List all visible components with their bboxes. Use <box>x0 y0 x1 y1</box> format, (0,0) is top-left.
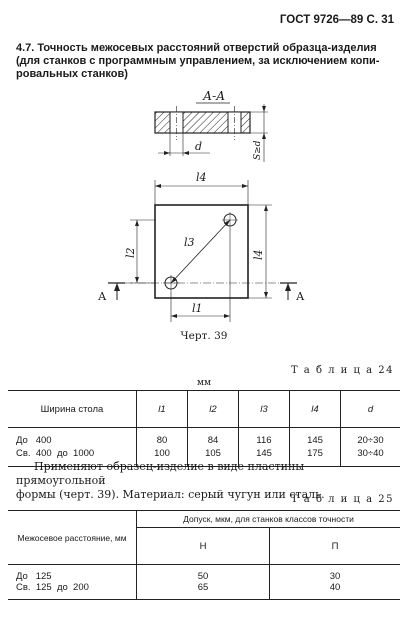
section-title-line1: 4.7. Точность межосевых расстояний отверстий образца-изделия <box>16 42 377 54</box>
section-plate <box>155 106 250 140</box>
table-cell: 50 <box>137 565 270 583</box>
table-cell: 105 <box>188 447 239 467</box>
paragraph-line1: Применяют образец-изделие в виде пластины прямоугольной <box>16 460 305 487</box>
label-a-right: А <box>296 290 305 303</box>
table25-group-header: Допуск, мкм, для станков классов точности <box>137 511 401 528</box>
table-cell: 65 <box>137 582 270 600</box>
table-row <box>8 428 400 448</box>
table25-header-row <box>8 511 400 528</box>
table-cell: 30 <box>270 565 401 583</box>
table25-subheader: Н <box>137 528 270 565</box>
table25-caption: Т а б л и ц а 25 <box>290 494 394 505</box>
section-title-line3: ровальных станков) <box>16 68 128 80</box>
table-cell: 175 <box>290 447 341 467</box>
table24 <box>8 390 400 467</box>
table24-header: l1 <box>137 391 188 428</box>
table-cell: 40 <box>270 582 401 600</box>
table-cell: До 400 <box>16 435 52 446</box>
label-l4-top: l4 <box>196 171 207 184</box>
table-cell: До 125 <box>16 571 52 582</box>
table24-header: d <box>341 391 401 428</box>
table24-header-row <box>8 391 400 428</box>
table-cell: 116 <box>239 428 290 448</box>
label-a-left: А <box>98 290 107 303</box>
label-l2: l2 <box>124 247 137 258</box>
table-cell: 145 <box>239 447 290 467</box>
table-cell: 20÷30 <box>341 428 401 448</box>
table-cell: 84 <box>188 428 239 448</box>
table-cell: 30÷40 <box>341 447 401 467</box>
figure-caption: Черт. 39 <box>180 330 228 342</box>
table-row <box>8 582 400 600</box>
table24-header: l3 <box>239 391 290 428</box>
table25-header: Межосевое расстояние, мм <box>8 511 137 565</box>
table-cell: 145 <box>290 428 341 448</box>
table24-caption: Т а б л и ц а 24 <box>290 365 394 376</box>
table25-subheader: П <box>270 528 401 565</box>
label-s: S≥d <box>253 140 263 160</box>
label-l3: l3 <box>184 236 195 249</box>
table-cell: Св. 125 до 200 <box>16 582 89 593</box>
table24-header: Ширина стола <box>8 391 137 428</box>
table-cell: 100 <box>137 447 188 467</box>
page-header: ГОСТ 9726—89 С. 31 <box>279 14 394 26</box>
table24-unit: мм <box>196 378 211 388</box>
table-row <box>8 565 400 583</box>
table-cell: 80 <box>137 428 188 448</box>
dimension-d <box>158 133 210 156</box>
table25 <box>8 510 400 600</box>
label-l1: l1 <box>192 302 203 315</box>
plate-plan <box>155 205 248 298</box>
label-d: d <box>195 140 203 153</box>
table-cell: Св. 400 до 1000 <box>16 448 95 459</box>
section-title-line2: (для станков с программным управлением, за исключением копи- <box>16 55 380 67</box>
section-label: А-А <box>203 89 226 103</box>
table24-header: l4 <box>290 391 341 428</box>
table24-header: l2 <box>188 391 239 428</box>
label-l4-right: l4 <box>252 249 265 260</box>
paragraph-line2: формы (черт. 39). Материал: серый чугун или сталь. <box>16 488 325 501</box>
dimension-l3 <box>171 220 230 283</box>
